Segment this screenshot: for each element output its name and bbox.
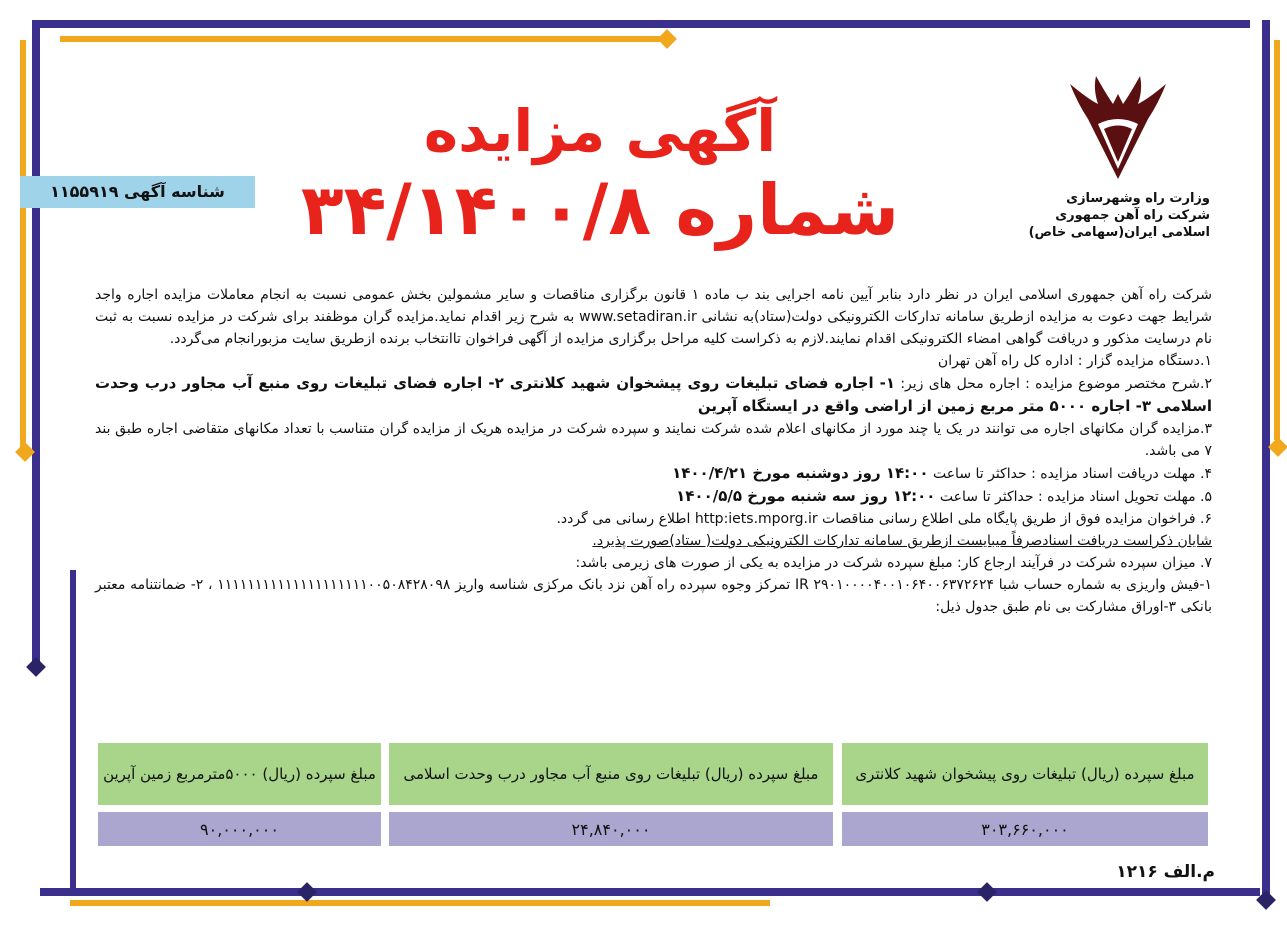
frame-top-inner <box>60 36 660 42</box>
frame-right-inner <box>1274 40 1280 440</box>
org-line: وزارت راه وشهرسازی <box>1066 191 1210 206</box>
frame-diamond <box>26 657 46 677</box>
item-4-prefix: ۴. مهلت دریافت اسناد مزایده : حداکثر تا ساعت <box>932 466 1212 482</box>
item-2-prefix: ۲.شرح مختصر موضوع مزایده : اجاره محل های زیر: <box>900 376 1212 392</box>
title-line-2: شماره ۳۴/۱۴۰۰/۸ <box>300 169 900 251</box>
intro-paragraph: شرکت راه آهن جمهوری اسلامی ایران در نظر دارد بنابر آیین نامه اجرایی بند ب ماده ۱ قانون برگزاری مناقصات و سایر مشمولین بخش عمومی نسبت به انجام معاملات مزایده اجاره واجد شرایط جهت دعوت به مزایده ازطریق سامانه تدارکات الکترونیکی دولت(ستاد)به نشانی www.setadiran.ir به شرح زیر اقدام نماید.مزایده گران موظفند برای شرکت در مزایده نسبت به ثبت نام درسایت مذکور و دریافت گواهی امضاء الکترونیکی اقدام نمایند.لازم به ذکراست کلیه مراحل برگزاری مزایده از آگهی فراخوان تاانتخاب برنده ازطریق سایت مزبورانجام می‌گردد. <box>95 287 1212 347</box>
frame-bottom-left <box>70 570 76 890</box>
frame-top <box>40 20 1250 28</box>
item-7: ۷. میزان سپرده شرکت در فرآیند ارجاع کار: مبلغ سپرده شرکت در مزایده به یکی از صورت های زیرمی باشد: <box>575 555 1212 571</box>
item-5-bold: ۱۲:۰۰ روز سه شنبه مورخ ۱۴۰۰/۵/۵ <box>676 487 936 505</box>
table-value-cell: ۳۰۳,۶۶۰,۰۰۰ <box>842 812 1208 846</box>
item-3: ۳.مزایده گران مکانهای اجاره می توانند در یک یا چند مورد از مکانهای اعلام شده شرکت نمایند و سپرده شرکت در مزایده هریک از مزایده گران متناسب با تعداد مکانهای متقاضی اجاره طبق بند ۷ می باشد. <box>95 421 1212 459</box>
frame-diamond <box>657 29 677 49</box>
railway-logo-icon <box>1068 74 1168 184</box>
table-value-cell: ۹۰,۰۰۰,۰۰۰ <box>98 812 381 846</box>
footer-code: م.الف ۱۲۱۶ <box>1116 862 1215 882</box>
table-header-cell: مبلغ سپرده (ریال) تبلیغات روی پیشخوان شهید کلانتری <box>842 743 1208 805</box>
page-title <box>300 95 900 253</box>
item-5-prefix: ۵. مهلت تحویل اسناد مزایده : حداکثر تا ساعت <box>939 489 1212 505</box>
item-2-bold: ۱- اجاره فضای تبلیغات روی پیشخوان شهید کلانتری ۲- اجاره فضای تبلیغات روی منبع آب مجاور درب وحدت اسلامی ۳- اجاره ۵۰۰۰ متر مربع زمین از اراضی واقع در ایستگاه آپرین <box>95 374 1212 415</box>
table-value-cell: ۲۴,۸۴۰,۰۰۰ <box>389 812 833 846</box>
frame-left <box>32 20 40 670</box>
frame-bottom <box>40 888 1260 896</box>
table-header-cell: مبلغ سپرده (ریال) تبلیغات روی منبع آب مجاور درب وحدت اسلامی <box>389 743 833 805</box>
notice-body <box>95 284 1212 618</box>
item-7-detail: ۱-فیش واریزی به شماره حساب شبا IR ۲۹۰۱۰۰۰۰۴۰۰۱۰۶۴۰۰۶۳۷۲۶۲۴ تمرکز وجوه سپرده راه آهن نزد بانک مرکزی شناسه واریز ۱۱۱۱۱۱۱۱۱۱۱۱۱۱۱۱۱۱۱۱۰۰۵۰۸۴۲۸۰۹۸ ، ۲- ضمانتنامه معتبر بانکی ۳-اوراق مشارکت بی نام طبق جدول ذیل: <box>95 577 1213 615</box>
ad-id-badge: شناسه آگهی ۱۱۵۵۹۱۹ <box>20 176 255 208</box>
item-6: ۶. فراخوان مزایده فوق از طریق پایگاه ملی اطلاع رسانی مناقصات http:iets.mporg.ir اطلاع رسانی می گردد. <box>556 511 1212 527</box>
item-4 <box>95 462 1212 485</box>
frame-left-inner <box>20 40 26 450</box>
title-line-1: آگهی مزایده <box>423 97 777 165</box>
item-5 <box>95 485 1212 508</box>
frame-right <box>1262 20 1270 900</box>
frame-bottom-inner <box>70 900 770 906</box>
item-2 <box>95 372 1212 418</box>
org-line: اسلامی ایران(سهامی خاص) <box>1028 225 1210 240</box>
item-1: ۱.دستگاه مزایده گزار : اداره کل راه آهن تهران <box>937 353 1212 369</box>
org-line: شرکت راه آهن جمهوری <box>1055 208 1210 223</box>
item-4-bold: ۱۴:۰۰ روز دوشنبه مورخ ۱۴۰۰/۴/۲۱ <box>672 464 929 482</box>
frame-diamond <box>1268 437 1287 457</box>
table-header-cell: مبلغ سپرده (ریال) ۵۰۰۰مترمربع زمین آپرین <box>98 743 381 805</box>
frame-diamond <box>297 882 317 902</box>
organization-name <box>1000 190 1210 241</box>
frame-diamond <box>977 882 997 902</box>
note: شایان ذکراست دریافت اسنادصرفاً میبایست ازطریق سامانه تدارکات الکترونیکی دولت( ستاد)صورت پذیرد. <box>592 533 1212 549</box>
